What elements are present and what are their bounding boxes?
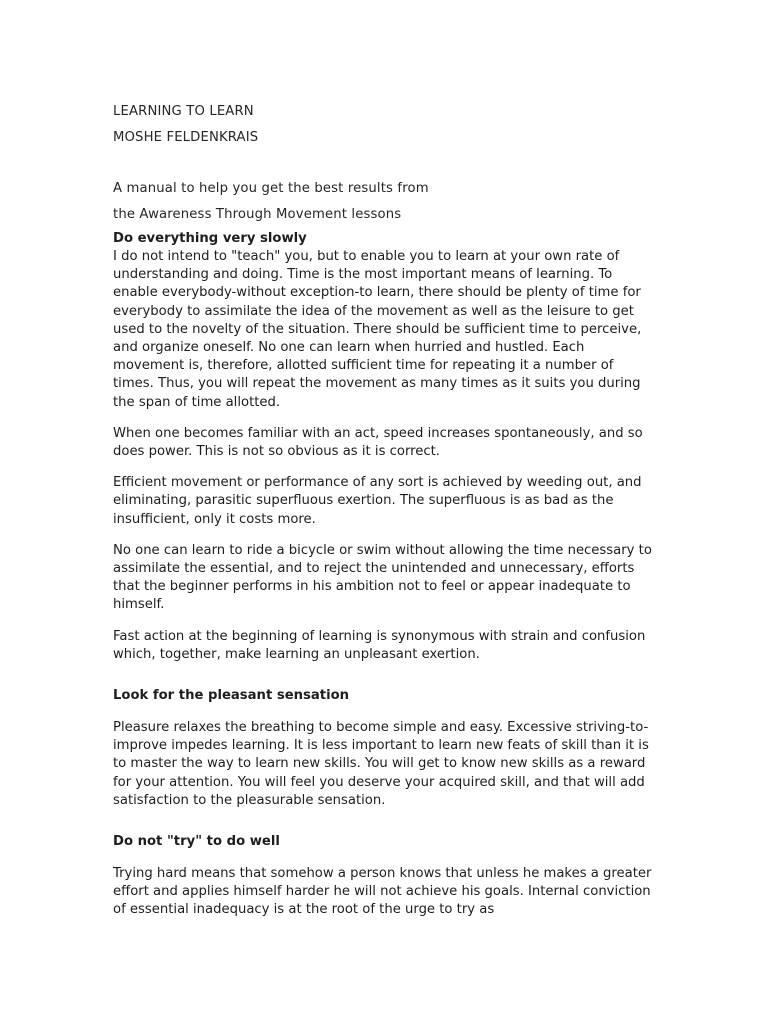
document-title: LEARNING TO LEARN: [113, 104, 254, 119]
document-body: [113, 230, 658, 920]
section-heading: Do not "try" to do well: [113, 834, 280, 850]
document-author: MOSHE FELDENKRAIS: [113, 130, 259, 145]
paragraph: Pleasure relaxes the breathing to become simple and easy. Excessive striving-to-improve impedes learning. It is less important to learn new feats of skill than it is to master the way to learn new skills. You will get to know new skills as a reward for your attention. You will feel you deserve your acquired skill, and that will add satisfaction to the pleasurable sensation.: [113, 720, 649, 808]
paragraph: Trying hard means that somehow a person knows that unless he makes a greater effort and applies himself harder he will not achieve his goals. Internal conviction of essential inadequacy is at the root of the urge to try as: [113, 866, 652, 918]
section-heading: Look for the pleasant sensation: [113, 688, 350, 704]
paragraph: Fast action at the beginning of learning is synonymous with strain and confusion which, together, make learning an unpleasant exertion.: [113, 628, 646, 662]
paragraph: When one becomes familiar with an act, speed increases spontaneously, and so does power. This is not so obvious as it is correct.: [113, 425, 643, 460]
paragraph: No one can learn to ride a bicycle or swim without allowing the time necessary to assimilate the essential, and to reject the unintended and unnecessary, efforts that the beginner performs in his ambition not to feel or appear inadequate to himself.: [113, 542, 652, 613]
paragraph: Efficient movement or performance of any sort is achieved by weeding out, and eliminating, parasitic superfluous exertion. The superfluous is as bad as the insufficient, only it costs more.: [113, 475, 642, 527]
paragraph: I do not intend to "teach" you, but to enable you to learn at your own rate of understanding and doing. Time is the most important means of learning. To enable everybody-without exception-to learn, there should be plenty of time for everybody to assimilate the idea of the movement as well as the leisure to get used to the novelty of the situation. There should be sufficient time to perceive, and organize oneself. No one can learn when hurried and hustled. Each movement is, therefore, allotted sufficient time for repeating it a number of times. Thus, you will repeat the movement as many times as it suits you during the span of time allotted.: [113, 249, 642, 410]
section-heading: Do everything very slowly: [113, 231, 307, 246]
document-subtitle-line-1: A manual to help you get the best results from: [113, 181, 429, 196]
document-subtitle-line-2: the Awareness Through Movement lessons: [113, 207, 402, 222]
